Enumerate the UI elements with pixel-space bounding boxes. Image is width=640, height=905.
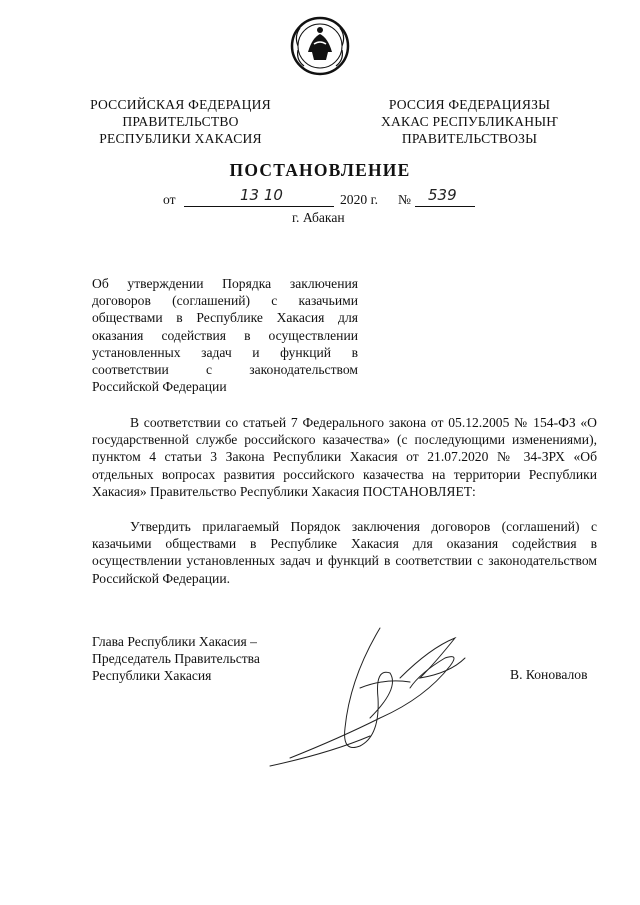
document-title: ПОСТАНОВЛЕНИЕ — [229, 160, 411, 180]
document-subject: Об утверждении Порядка заключения договоров (соглашений) с казачьими обществами в Республике Хакасия для оказания содействия в осуществлении установленных задач и функций в соответствии с законодательством Российской Федерации — [92, 276, 358, 395]
header-right-line-2: ХАКАС РЕСПУБЛИКАНЫҤ — [380, 114, 559, 129]
signatory-line-1: Глава Республики Хакасия – — [92, 634, 257, 649]
from-label: от — [163, 192, 176, 207]
handwritten-number: 539 — [428, 186, 457, 204]
city-label: г. Абакан — [292, 210, 345, 225]
header-right-line-1: РОССИЯ ФЕДЕРАЦИЯЗЫ — [388, 97, 551, 112]
paragraph-resolution: Утвердить прилагаемый Порядок заключения договоров (соглашений) с казачьими обществами в Республике Хакасия для оказания содействия в осуществлении установленных задач и функций в соответствии с законодательством Российской Федерации. — [92, 519, 597, 586]
header-left — [78, 96, 283, 147]
signatory-title — [92, 633, 260, 685]
year-label: 2020 г. — [340, 192, 379, 207]
signatory-line-3: Республики Хакасия — [92, 668, 212, 684]
header-right-line-3: ПРАВИТЕЛЬСТВОЗЫ — [401, 131, 538, 146]
handwritten-date: 13 10 — [240, 186, 283, 204]
paragraph-preamble: В соответствии со статьей 7 Федерального закона от 05.12.2005 № 154-ФЗ «О государственной службе российского казачества» (с последующими изменениями), пунктом 4 статьи 3 Закона Республики Хакасия от 21.07.2020 № 34-ЗРХ «Об отдельных вопросах развития российского казачества на территории Республики Хакасия» Правительство Республики Хакасия ПОСТАНОВЛЯЕТ: — [92, 415, 597, 499]
coat-of-arms-emblem — [290, 16, 350, 76]
signatory-name: В. Коновалов — [510, 667, 588, 682]
header-left-line-3: РЕСПУБЛИКИ ХАКАСИЯ — [99, 131, 262, 146]
header-left-line-2: ПРАВИТЕЛЬСТВО — [122, 114, 239, 129]
header-left-line-1: РОССИЙСКАЯ ФЕДЕРАЦИЯ — [90, 97, 271, 112]
handwritten-signature — [250, 618, 500, 768]
signatory-line-2: Председатель Правительства — [92, 651, 260, 667]
header-right — [372, 96, 567, 147]
number-label: № — [398, 192, 411, 207]
